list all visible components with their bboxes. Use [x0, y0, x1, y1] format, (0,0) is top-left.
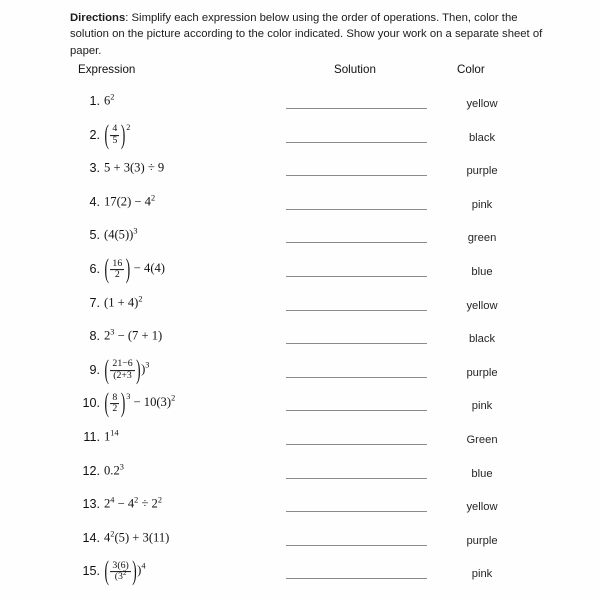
problem-expression: $0.2^3$	[104, 461, 124, 478]
problem-row	[0, 118, 600, 152]
directions-text: : Simplify each expression below using the order of operations. Then, color the solution on the picture according to the color indicated. Show your work on a separate sheet of paper.	[70, 12, 543, 57]
solution-answer-line[interactable]	[286, 108, 427, 109]
problem-color-label: yellow	[466, 501, 498, 514]
problem-number: 13.	[82, 497, 100, 512]
solution-answer-line[interactable]	[286, 142, 427, 143]
problem-color-label: yellow	[466, 299, 498, 312]
problem-expression: $(1 + 4)^2$	[104, 293, 143, 310]
problem-expression: ( $\frac{4}{5}$ )2	[104, 118, 131, 149]
problem-expression: ( $\frac{3(6)}{(3^2}$ ))$^4$	[104, 554, 146, 586]
problem-color-label: blue	[471, 266, 493, 278]
solution-answer-line[interactable]	[286, 410, 427, 411]
solution-answer-line[interactable]	[286, 175, 427, 176]
problem-row	[0, 353, 600, 387]
problem-color-label: pink	[471, 400, 493, 413]
solution-answer-line[interactable]	[286, 276, 427, 277]
problem-expression: ( $\frac{21-6}{(2+3}$ ))$^3$	[104, 353, 150, 385]
problem-number: 4.	[89, 194, 100, 209]
solution-answer-line[interactable]	[286, 511, 427, 512]
problem-row	[0, 185, 600, 219]
problem-expression: $2^4 - 4^2 \div 2^2$	[104, 495, 162, 511]
problem-color-label: blue	[471, 467, 493, 480]
problem-number: 11.	[83, 430, 100, 444]
problem-color-label: purple	[466, 366, 498, 379]
solution-answer-line[interactable]	[286, 343, 427, 344]
problem-expression: $6^2$	[104, 92, 115, 108]
problem-color-label: Green	[466, 434, 498, 446]
directions-block	[70, 10, 545, 59]
problem-row	[0, 521, 600, 555]
problem-expression: $2^3 - (7 + 1)$	[104, 327, 163, 343]
problem-expression: $17(2) - 4^2$	[104, 193, 156, 209]
problem-number: 15.	[82, 564, 100, 579]
problem-color-label: yellow	[466, 98, 498, 110]
problem-row	[0, 286, 600, 320]
column-header-color: Color	[457, 63, 485, 76]
solution-answer-line[interactable]	[286, 444, 427, 445]
problem-number: 9.	[89, 362, 100, 377]
problem-number: 1.	[89, 94, 100, 108]
problem-expression: ( $\frac{16}{2}$ ) − 4(4)	[104, 252, 166, 284]
problem-row	[0, 252, 600, 286]
problem-number: 6.	[89, 262, 100, 276]
problem-row	[0, 554, 600, 588]
problem-row	[0, 487, 600, 521]
problem-row	[0, 151, 600, 185]
problem-number: 10.	[82, 396, 100, 411]
problem-row	[0, 84, 600, 118]
solution-answer-line[interactable]	[286, 377, 427, 378]
problem-expression: $4^2(5) + 3(11)$	[104, 529, 170, 545]
problem-color-label: pink	[471, 568, 493, 581]
problem-expression: 5 + 3(3) ÷ 9	[104, 160, 165, 175]
column-header-expression: Expression	[78, 63, 136, 76]
solution-answer-line[interactable]	[286, 578, 427, 579]
solution-answer-line[interactable]	[286, 209, 427, 210]
problem-row	[0, 218, 600, 252]
problem-number: 12.	[82, 463, 100, 478]
column-header-solution: Solution	[334, 63, 376, 76]
problem-number: 14.	[82, 530, 100, 545]
problem-color-label: purple	[466, 165, 498, 178]
problem-number: 2.	[89, 127, 100, 142]
problem-number: 7.	[89, 295, 100, 310]
problem-color-label: purple	[466, 534, 498, 547]
problem-row	[0, 386, 600, 420]
problem-number: 3.	[89, 161, 100, 176]
problem-number: 8.	[89, 329, 100, 344]
problem-expression: $(4(5))^3$	[104, 226, 138, 242]
directions-label: Directions	[70, 12, 126, 24]
problem-color-label: black	[468, 131, 496, 144]
problem-expression: $1^{14}$	[104, 428, 119, 444]
problem-row	[0, 454, 600, 488]
problem-row	[0, 319, 600, 353]
problem-color-label: black	[468, 333, 496, 346]
problem-expression: ( $\frac{8}{2}$ )$3 - 10(3)^2$	[104, 386, 176, 418]
solution-answer-line[interactable]	[286, 478, 427, 479]
problem-number: 5.	[89, 228, 100, 243]
problem-color-label: pink	[471, 198, 493, 211]
solution-answer-line[interactable]	[286, 242, 427, 243]
problem-row	[0, 420, 600, 454]
solution-answer-line[interactable]	[286, 310, 427, 311]
problem-color-label: green	[467, 232, 497, 245]
solution-answer-line[interactable]	[286, 545, 427, 546]
